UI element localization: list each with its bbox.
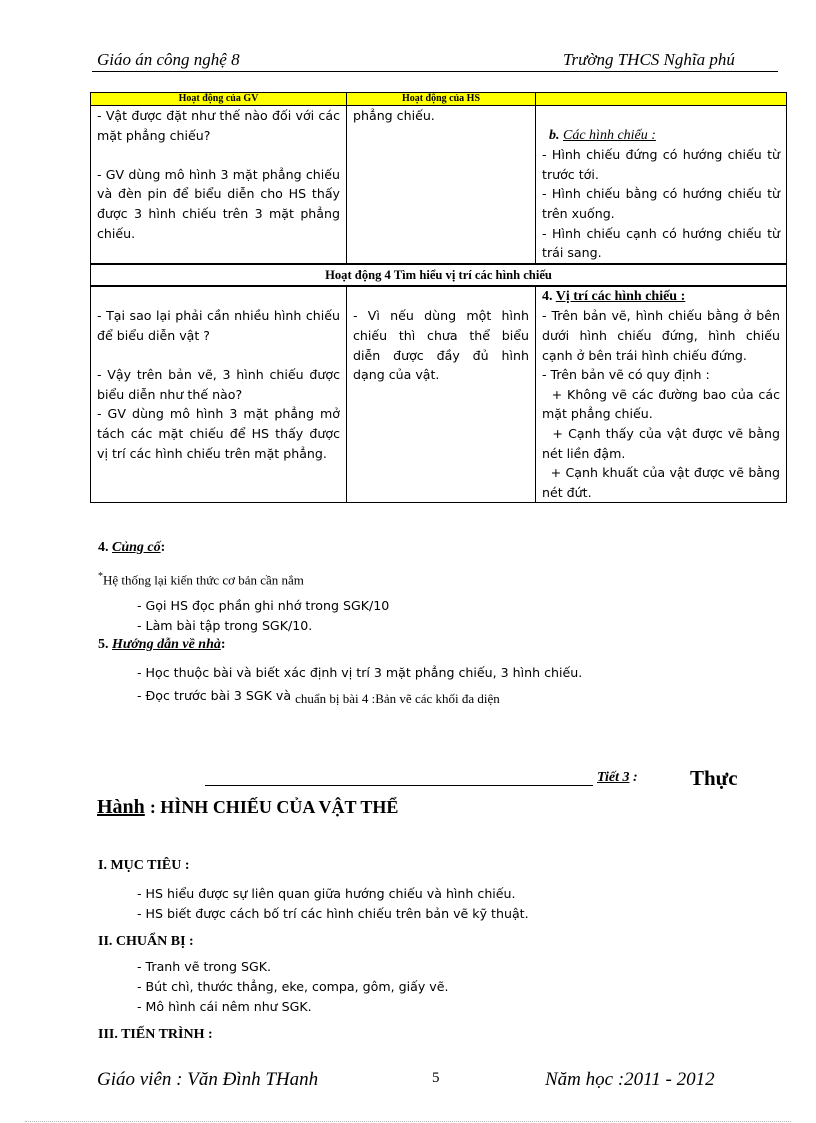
activity4-row	[91, 264, 787, 286]
col-hs-header: Hoạt động của HS	[347, 93, 536, 106]
header-left: Giáo án công nghệ 8	[97, 50, 240, 69]
row2-gv-q2: - Vậy trên bản vẽ, 3 hình chiếu được biểu diễn như thế nào?	[97, 367, 340, 402]
tiet3-colon: :	[633, 770, 638, 785]
huongdan-item-2	[137, 687, 500, 705]
row1-content-item: - Hình chiếu đứng có hướng chiếu từ trước tới.	[542, 147, 780, 182]
huongdan-item: - Học thuộc bài và biết xác định vị trí 3 mặt phẳng chiếu, 3 hình chiếu.	[137, 665, 583, 680]
row1-content-title: Các hình chiếu :	[563, 127, 656, 143]
footer-right: Năm học :2011 - 2012	[545, 1069, 715, 1090]
row1-content-label: b.	[549, 127, 560, 143]
row2-content-item: - Trên bản vẽ, hình chiếu bằng ở bên dưới hình chiếu đứng, hình chiếu cạnh ở bên trái hình chiếu đứng.	[542, 308, 780, 363]
row2-gv-demo: - GV dùng mô hình 3 mặt phẳng mở tách các mặt chiếu để HS thấy được vị trí các hình chiếu trên mặt phẳng.	[97, 406, 340, 461]
row1-content-heading	[542, 126, 780, 146]
cungco-intro-line	[98, 571, 304, 588]
page-edge	[25, 1121, 791, 1122]
tientrinh-title: III. TIẾN TRÌNH :	[98, 1027, 213, 1042]
row2-content-cell	[536, 286, 787, 503]
row2-content-item: + Cạnh khuất của vật được vẽ bằng nét đứt.	[542, 465, 785, 500]
title-word-2: Hành	[97, 796, 145, 818]
row1-hs-cell	[347, 106, 536, 264]
muctieu-title: I. MỤC TIÊU :	[98, 858, 190, 873]
cungco-num: 4.	[98, 540, 109, 555]
cungco-title: Củng cố	[112, 540, 161, 555]
cungco-colon: :	[160, 540, 166, 555]
huongdan-title: Hướng dẫn về nhà	[112, 637, 221, 652]
cungco-asterisk: *	[98, 571, 103, 582]
cungco-item: - Làm bài tập trong SGK/10.	[137, 618, 313, 633]
muctieu-item: - HS hiểu được sự liên quan giữa hướng chiếu và hình chiếu.	[137, 886, 516, 901]
row2-content-item: - Trên bản vẽ có quy định :	[542, 367, 710, 383]
row1-content-item: - Hình chiếu cạnh có hướng chiếu từ trái sang.	[542, 225, 780, 261]
chuanbi-item: - Bút chì, thước thẳng, eke, compa, gôm, giấy vẽ.	[137, 979, 449, 994]
header-rule	[92, 71, 778, 72]
row2-content-num: 4.	[542, 288, 553, 304]
cungco-heading	[98, 540, 165, 556]
row1-content-item: - Hình chiếu bằng có hướng chiếu từ trên xuống.	[542, 186, 780, 221]
huongdan-item: - Đọc trước bài 3 SGK và	[137, 688, 292, 703]
row2-content-item: + Không vẽ các đường bao của các mặt phẳng chiếu.	[542, 386, 785, 422]
row2-content-item: + Cạnh thấy của vật được vẽ bằng nét liền đậm.	[542, 425, 785, 461]
huongdan-num: 5.	[98, 637, 109, 652]
huongdan-heading	[98, 637, 226, 653]
lesson-title	[97, 796, 398, 819]
lesson-table	[90, 92, 787, 503]
huongdan-item-tail: chuẩn bị bài 4 :Bản vẽ các khối đa diện	[295, 691, 500, 706]
huongdan-colon: :	[220, 637, 226, 652]
row2-content-title: Vị trí các hình chiếu :	[555, 288, 686, 304]
col-gv-header: Hoạt động của GV	[91, 93, 347, 106]
muctieu-item: - HS biết được cách bố trí các hình chiếu trên bản vẽ kỹ thuật.	[137, 906, 529, 921]
title-rule	[205, 785, 593, 786]
col-content-header	[536, 93, 787, 106]
footer-left: Giáo viên : Văn Đình THanh	[97, 1069, 319, 1090]
table-row	[91, 286, 787, 503]
table-header-row	[91, 93, 787, 106]
row1-content-cell	[536, 106, 787, 264]
activity4-title: Hoạt động 4 Tìm hiểu vị trí các hình chiếu	[91, 264, 787, 286]
chuanbi-item: - Tranh vẽ trong SGK.	[137, 959, 271, 974]
tiet3-label: Tiết 3	[597, 770, 630, 785]
row2-hs-cell	[347, 286, 536, 503]
header-right: Trường THCS Nghĩa phú	[563, 50, 735, 69]
cungco-item: - Gọi HS đọc phần ghi nhớ trong SGK/10	[137, 598, 390, 613]
table-row	[91, 106, 787, 264]
chuanbi-item: - Mô hình cái nêm như SGK.	[137, 999, 312, 1014]
title-word-1: Thực	[690, 766, 738, 790]
row1-hs-text: phẳng chiếu.	[353, 108, 435, 123]
row2-hs-text: - Vì nếu dùng một hình chiếu thì chưa thể biểu diễn được đầy đủ hình dạng của vật.	[353, 308, 529, 383]
title-rest: : HÌNH CHIẾU CỦA VẬT THỂ	[149, 797, 399, 817]
page-number: 5	[432, 1070, 440, 1086]
chuanbi-title: II. CHUẨN BỊ :	[98, 934, 194, 949]
tiet3-label-line	[597, 770, 638, 786]
row1-gv-demo: - GV dùng mô hình 3 mặt phẳng chiếu và đèn pin để biểu diễn cho HS thấy được 3 hình chiếu trên 3 mặt phẳng chiếu.	[97, 166, 340, 241]
row1-gv-q: - Vật được đặt như thế nào đối với các mặt phẳng chiếu?	[97, 108, 340, 143]
cungco-intro: Hệ thống lại kiến thức cơ bản cần nắm	[103, 572, 304, 588]
row2-content-heading	[542, 287, 780, 307]
row1-gv-cell	[91, 106, 347, 264]
row2-gv-cell	[91, 286, 347, 503]
row2-gv-q1: - Tại sao lại phải cần nhiều hình chiếu để biểu diễn vật ?	[97, 308, 340, 343]
